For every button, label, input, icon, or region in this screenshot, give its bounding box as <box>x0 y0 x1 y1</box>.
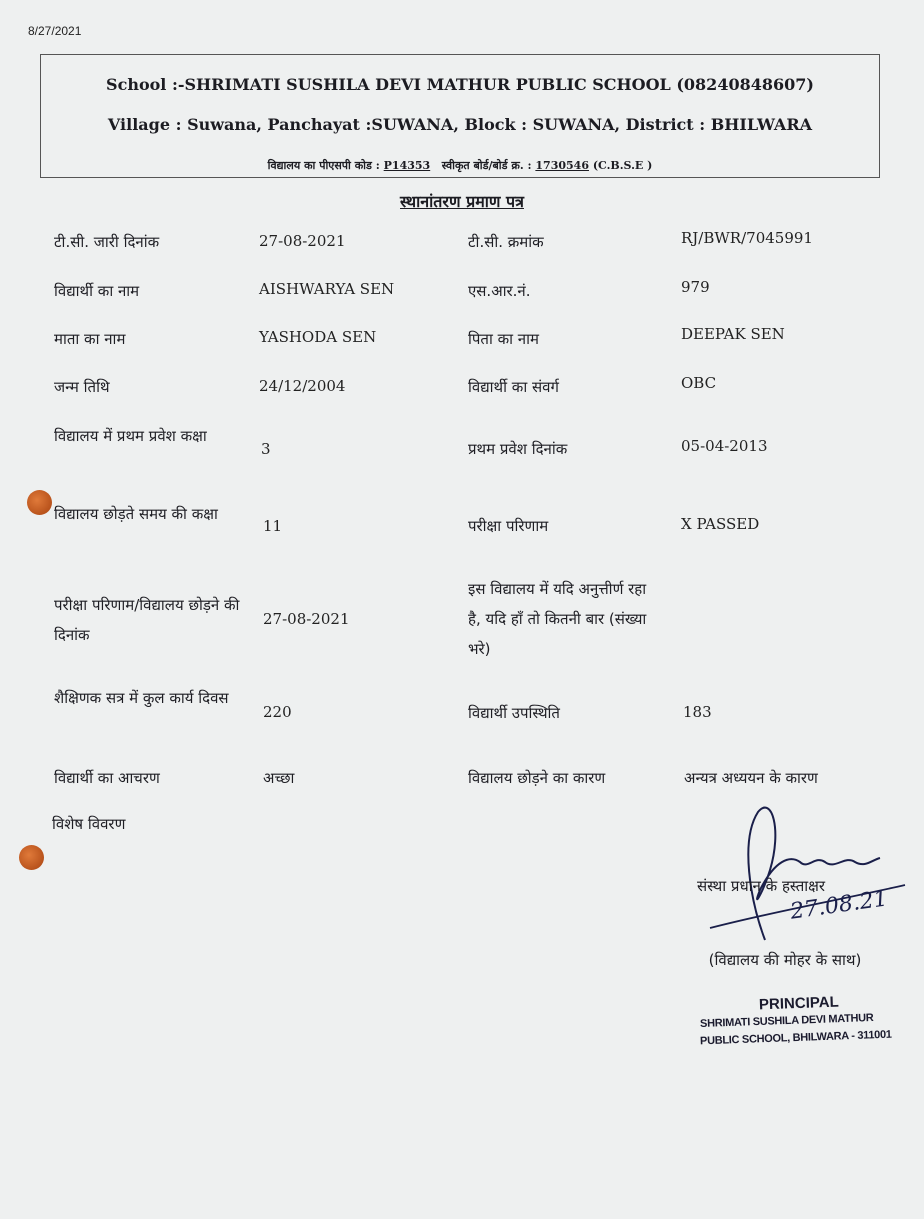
exam-result-value: X PASSED <box>681 515 760 533</box>
category-value: OBC <box>681 374 717 392</box>
print-date: 8/27/2021 <box>28 24 82 38</box>
board-label: स्वीकृत बोर्ड/बोर्ड क्र. : <box>441 159 532 172</box>
psp-label: विद्यालय का पीएसपी कोड : <box>267 159 380 172</box>
first-admission-date-value: 05-04-2013 <box>681 437 768 455</box>
sr-number-label: एस.आर.नं. <box>468 282 531 300</box>
punch-mark-icon <box>19 845 44 870</box>
father-name-label: पिता का नाम <box>468 330 539 348</box>
leaving-reason-label: विद्यालय छोड़ने का कारण <box>468 769 606 787</box>
student-name-label: विद्यार्थी का नाम <box>54 282 140 300</box>
failed-count-label: इस विद्यालय में यदि अनुत्तीर्ण रहा है, यदि हाँ तो कितनी बार (संख्या भरे) <box>468 580 647 658</box>
mother-name-value: YASHODA SEN <box>259 328 377 346</box>
conduct-label: विद्यार्थी का आचरण <box>54 769 160 787</box>
leaving-reason-value: अन्यत्र अध्ययन के कारण <box>684 769 818 787</box>
first-admission-date-label: प्रथम प्रवेश दिनांक <box>468 440 568 458</box>
psp-code: P14353 <box>383 159 431 172</box>
mother-name-label: माता का नाम <box>54 330 126 348</box>
school-address-line: Village : Suwana, Panchayat :SUWANA, Block : SUWANA, District : BHILWARA <box>107 115 813 134</box>
category-label: विद्यार्थी का संवर्ग <box>468 378 559 396</box>
dob-label: जन्म तिथि <box>54 378 110 396</box>
school-name-line: School :-SHRIMATI SUSHILA DEVI MATHUR PUBLIC SCHOOL (08240848607) <box>106 75 814 94</box>
result-leaving-date-label: परीक्षा परिणाम/विद्यालय छोड़ने की दिनांक <box>54 596 240 644</box>
board-code: 1730546 <box>535 159 589 172</box>
sr-number-value: 979 <box>681 278 710 296</box>
stamp-line-2: PUBLIC SCHOOL, BHILWARA - 311001 <box>699 1028 892 1048</box>
working-days-label: शैक्षिणक सत्र में कुल कार्य दिवस <box>54 689 229 707</box>
attendance-value: 183 <box>683 703 712 721</box>
first-admission-class-value: 3 <box>261 440 271 458</box>
leaving-class-label: विद्यालय छोड़ते समय की कक्षा <box>54 505 218 523</box>
remarks-label: विशेष विवरण <box>52 815 126 833</box>
conduct-value: अच्छा <box>263 769 295 787</box>
dob-value: 24/12/2004 <box>259 377 346 395</box>
document-title: स्थानांतरण प्रमाण पत्र <box>400 192 524 211</box>
leaving-class-value: 11 <box>263 517 283 535</box>
principal-signature <box>690 800 910 950</box>
board-name: (C.B.S.E ) <box>592 159 653 172</box>
punch-mark-icon <box>27 490 52 515</box>
seal-note: (विद्यालय की मोहर के साथ) <box>708 951 862 969</box>
stamp-line-1: SHRIMATI SUSHILA DEVI MATHUR <box>699 1011 874 1031</box>
tc-issue-date-value: 27-08-2021 <box>259 232 346 250</box>
tc-number-value: RJ/BWR/7045991 <box>681 229 813 247</box>
tc-issue-date-label: टी.सी. जारी दिनांक <box>54 233 160 251</box>
handwritten-date: 27.08.21 <box>788 886 890 925</box>
stamp-title: PRINCIPAL <box>758 993 840 1014</box>
result-leaving-date-value: 27-08-2021 <box>263 610 350 628</box>
exam-result-label: परीक्षा परिणाम <box>468 517 549 535</box>
signature-label: संस्था प्रधान के हस्ताक्षर <box>697 877 826 895</box>
attendance-label: विद्यार्थी उपस्थिति <box>468 704 560 722</box>
student-name-value: AISHWARYA SEN <box>259 280 395 298</box>
tc-number-label: टी.सी. क्रमांक <box>468 233 544 251</box>
first-admission-class-label: विद्यालय में प्रथम प्रवेश कक्षा <box>54 427 207 445</box>
working-days-value: 220 <box>263 703 292 721</box>
school-header <box>40 54 880 178</box>
school-code-line <box>41 158 879 173</box>
father-name-value: DEEPAK SEN <box>681 325 785 343</box>
